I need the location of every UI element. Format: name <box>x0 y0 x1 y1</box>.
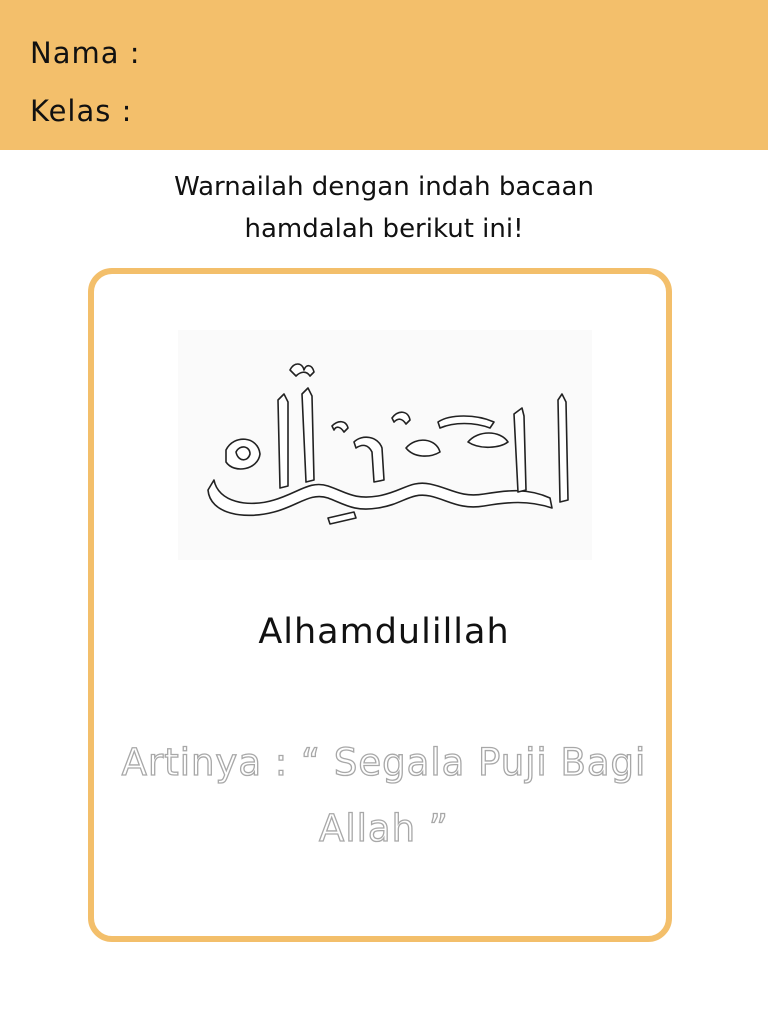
instruction-text <box>84 166 684 250</box>
calligraphy-outline-drawing <box>178 330 592 560</box>
tracing-line-1: Artinya : “ Segala Puji Bagi <box>121 741 647 784</box>
instruction-line-2: hamdalah berikut ini! <box>244 214 524 244</box>
hamdalah-calligraphy-image <box>178 330 592 560</box>
calligraphy-title: Alhamdulillah <box>258 612 510 652</box>
header-band <box>0 0 768 150</box>
name-field-label: Nama : <box>30 36 141 70</box>
class-field-label: Kelas : <box>30 94 133 128</box>
instruction-line-1: Warnailah dengan indah bacaan <box>174 172 594 202</box>
meaning-tracing-text <box>100 730 668 862</box>
tracing-line-2: Allah ” <box>319 807 449 850</box>
